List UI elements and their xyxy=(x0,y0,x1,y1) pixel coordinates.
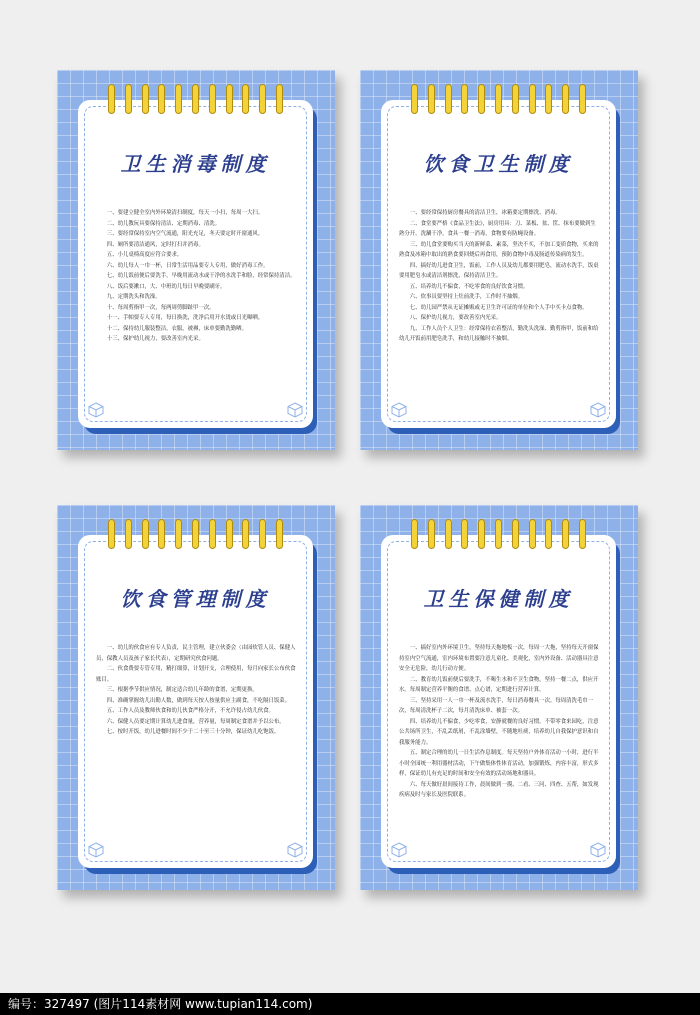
rule-line: 六、每天做好晨间接待工作，晨间做到一摸、二看、三问、四查、五帮，如发现疾病及时与家长及医院联系。 xyxy=(399,781,599,798)
ring-binder xyxy=(545,84,552,114)
board-title: 饮食卫生制度 xyxy=(423,152,574,176)
rule-line: 七、幼儿饭前便后要洗手，早晚用流动水或干净的水洗手和脸，经常保持清洁。 xyxy=(106,273,296,279)
board-title: 卫生消毒制度 xyxy=(120,152,271,176)
board-hygiene-disinfection xyxy=(57,70,335,450)
notepad-paper xyxy=(78,535,313,868)
rule-line: 五、制定合理的幼儿一日生活作息制度。每天坚持户外体育活动一小时，进行半小时全园统一利用器材活动，下午做集体性体育活动，加强锻炼，内容丰富，形式多样，保证幼儿有充足的时间和安全有效的活动场地和器具。 xyxy=(399,750,599,777)
cube-icon xyxy=(287,842,303,858)
rule-line: 七、幼儿园严禁从无证摊贩或无卫生许可证的单位和个人手中买卡点食物。 xyxy=(409,304,588,311)
spiral-rings xyxy=(108,519,283,553)
ring-binder xyxy=(562,84,569,114)
ring-binder xyxy=(242,84,249,114)
ring-binder xyxy=(579,519,586,549)
spiral-rings xyxy=(411,84,586,118)
rule-line: 十、每周剪指甲一次，每两周剪脚趾甲一次。 xyxy=(106,304,215,311)
ring-binder xyxy=(259,519,266,549)
rule-line: 三、根据季节供应情况，制定适合幼儿年龄的食谱，定期更换。 xyxy=(106,687,258,693)
cube-icon xyxy=(287,402,303,418)
board-health-care xyxy=(360,505,638,890)
board-body xyxy=(96,208,297,345)
ring-binder xyxy=(478,519,485,549)
board-body xyxy=(399,208,600,345)
rule-line: 一、要建立健全室内外环境清扫制度，每天一小扫，每周一大扫。 xyxy=(106,210,264,216)
ring-binder xyxy=(512,84,519,114)
rule-line: 三、幼儿食堂要购买当天的新鲜菜、素菜，坚决不买，不加工变质食物，买来的熟食及冰箱中取出的熟食要回烧后再食用，预防食物中毒及肠道传染病的发生。 xyxy=(399,241,599,258)
board-title: 卫生保健制度 xyxy=(423,587,574,611)
rule-line: 二、食堂要严格《食品卫生法》，厨房用具：刀、菜板、盆、筐、抹布要做到生熟分开，洗涮干净，食具一餐一消毒，食物要有防蝇设备。 xyxy=(399,220,596,237)
cube-icon xyxy=(590,842,606,858)
notepad-paper xyxy=(78,100,313,428)
ring-binder xyxy=(158,84,165,114)
notepad-paper xyxy=(381,100,616,428)
cube-icon xyxy=(88,402,104,418)
board-body xyxy=(399,643,600,801)
rule-line: 九、定期洗头和洗澡。 xyxy=(106,294,161,300)
rule-line: 八、饭后要漱口，大、中班幼儿每日早晚要刷牙。 xyxy=(106,283,226,290)
rule-line: 七、按时开饭，幼儿进餐时间不少于二十至三十分钟，保证幼儿吃饱饭。 xyxy=(106,729,280,735)
ring-binder xyxy=(108,519,115,549)
ring-binder xyxy=(175,84,182,114)
rule-line: 二、幼儿教玩具要保持清洁、定期消毒、清洗。 xyxy=(106,220,221,227)
ring-binder xyxy=(411,519,418,549)
ring-binder xyxy=(276,84,283,114)
board-food-management xyxy=(57,505,335,890)
ring-binder xyxy=(276,519,283,549)
ring-binder xyxy=(192,84,199,114)
rule-line: 五、培养幼儿不偏食，不吃零食的良好饮食习惯。 xyxy=(409,283,529,290)
ring-binder xyxy=(495,84,502,114)
ring-binder xyxy=(142,84,149,114)
rule-line: 二、教育幼儿饭前便后要洗手，不喝生水和不卫生食物，坚持一餐二点，供应开水。每周制定营养平衡的食谱、点心谱，定期进行营养计算。 xyxy=(399,676,599,693)
rule-line: 十一、手帕要专人专用，每日换洗，洗净后用开水烫或日光曝晒。 xyxy=(106,315,264,321)
rule-line: 五、工作人员及教师伙食和幼儿伙食严格分开，不允许侵占幼儿伙食。 xyxy=(106,708,274,714)
rule-line: 六、幼儿每人一巾一杯，日常生活用品要专人专用，做好消毒工作。 xyxy=(106,262,269,269)
cube-icon xyxy=(590,402,606,418)
rule-line: 六、保健人员要定期计算幼儿进食量，营养量，每周制定食谱并予以公布。 xyxy=(106,718,285,725)
ring-binder xyxy=(579,84,586,114)
ring-binder xyxy=(158,519,165,549)
ring-binder xyxy=(495,519,502,549)
board-body xyxy=(96,643,297,738)
rule-line: 四、搞好幼儿进食卫生，饭前，工作人员及幼儿都要用肥皂，流动水洗手，饭桌要用肥皂水或清洁剂擦洗，保持清洁卫生。 xyxy=(399,262,599,279)
rule-line: 九、工作人员个人卫生：经常保持衣着整洁，勤洗头洗澡、勤剪指甲，饭前和给幼儿开饭前用肥皂洗手，和幼儿接触时不抽烟。 xyxy=(399,325,599,342)
rule-line: 一、要经常保持厨房餐具的清洁卫生，冰箱要定期擦洗、消毒。 xyxy=(409,210,561,216)
ring-binder xyxy=(125,84,132,114)
ring-binder xyxy=(428,519,435,549)
rule-line: 四、培养幼儿不偏食，少吃零食，安静就餐的良好习惯，不带零食来园吃，注意公共场所卫生，不乱丢纸屑，不乱涂墙壁，不随地吐痰，培养幼儿自我保护意识和自我服务能力。 xyxy=(399,718,599,746)
watermark-footer: 编号：327497 (图片114素材网 www.tupian114.com) xyxy=(0,993,700,1015)
rule-line: 三、要经常保持室内空气流通，阳光充足，冬天要定时开窗通风。 xyxy=(106,231,264,237)
ring-binder xyxy=(226,519,233,549)
ring-binder xyxy=(478,84,485,114)
ring-binder xyxy=(242,519,249,549)
ring-binder xyxy=(461,84,468,114)
notepad-paper xyxy=(381,535,616,868)
ring-binder xyxy=(175,519,182,549)
cube-icon xyxy=(88,842,104,858)
rule-line: 一、幼儿的伙食应有专人负责，民主管理，建立伙委会（由园炊管人员、保健人员，保教人员及孩子家长代表），定期研究伙食问题。 xyxy=(96,645,296,662)
ring-binder xyxy=(445,84,452,114)
ring-binder xyxy=(445,519,452,549)
spiral-rings xyxy=(411,519,586,553)
ring-binder xyxy=(226,84,233,114)
rule-line: 三、坚持采用一人一巾一杯及流水洗手，每日消毒餐具一次。每周清洗毛巾一次，每周清洗杯子二次，每月清洗床单、被套一次。 xyxy=(399,697,594,714)
ring-binder xyxy=(411,84,418,114)
rule-line: 十二、保持幼儿服装整洁，衣服，被褥，床单要勤洗勤晒。 xyxy=(106,325,247,332)
ring-binder xyxy=(512,519,519,549)
ring-binder xyxy=(209,84,216,114)
board-food-hygiene xyxy=(360,70,638,450)
rule-line: 二、伙食费要专管专用，精打细算，计划开支，合理使用，每月向家长公布伙食账目。 xyxy=(96,666,296,683)
rule-line: 四、厕所要清洁通风，定时打扫并消毒。 xyxy=(106,241,204,248)
ring-binder xyxy=(529,84,536,114)
cube-icon xyxy=(391,842,407,858)
rule-line: 六、炊事员要坚持上灶前洗手，工作时不抽烟。 xyxy=(409,294,524,300)
rule-line: 十三、保护幼儿视力，要改善室内光采。 xyxy=(106,336,204,342)
rule-line: 八、保护幼儿视力，要改善室内光采。 xyxy=(409,315,502,321)
rule-line: 一、搞好室内外环境卫生，坚持每天拖地板一次，每周一大拖，坚持每天开窗保持室内空气流通，室内环境布置要注意儿童化、美观化，室内外设备、活动器具注意安全无危险，幼儿行动方便。 xyxy=(399,645,599,672)
board-title: 饮食管理制度 xyxy=(120,587,271,611)
ring-binder xyxy=(192,519,199,549)
rule-line: 五、小儿桌椅高度应符合要求。 xyxy=(106,252,183,258)
ring-binder xyxy=(529,519,536,549)
ring-binder xyxy=(259,84,266,114)
ring-binder xyxy=(108,84,115,114)
ring-binder xyxy=(142,519,149,549)
ring-binder xyxy=(461,519,468,549)
rule-line: 四、准确掌握幼儿出勤人数，做到每天按人按量供应主副食，不吃隔日饭菜。 xyxy=(106,697,291,704)
ring-binder xyxy=(125,519,132,549)
ring-binder xyxy=(545,519,552,549)
spiral-rings xyxy=(108,84,283,118)
cube-icon xyxy=(391,402,407,418)
ring-binder xyxy=(562,519,569,549)
ring-binder xyxy=(428,84,435,114)
ring-binder xyxy=(209,519,216,549)
